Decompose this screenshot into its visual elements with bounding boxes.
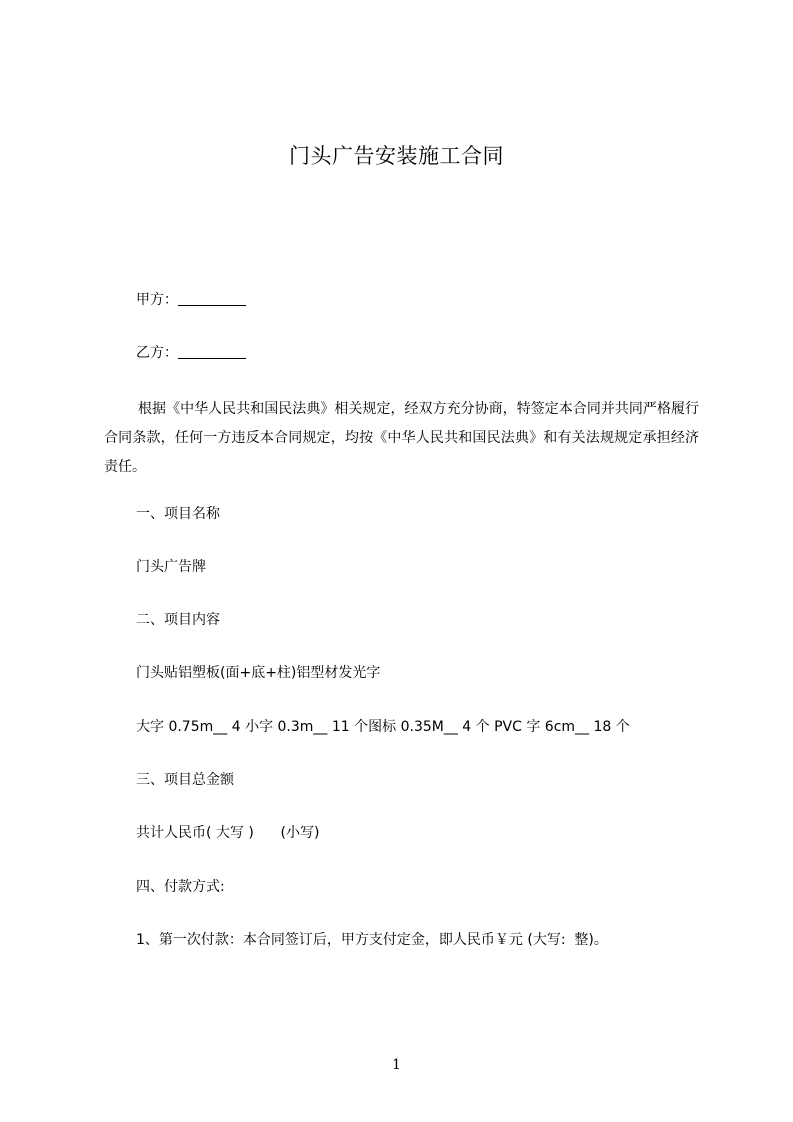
section1-heading: 一、项目名称: [136, 506, 220, 522]
payment-item-1: 1、第一次付款：本合同签订后，甲方支付定金，即人民币￥元 (大写: 整)。: [136, 932, 608, 948]
party-a-blank: [178, 291, 246, 306]
intro-paragraph-text: 根据《中华人民共和国民法典》相关规定，经双方充分协商，特签定本合同并共同严格履行合同条款，任何一方违反本合同规定，均按《中华人民共和国民法典》和有关法规规定承担经济责任。: [104, 401, 699, 475]
section3-content: 共计人民币( 大写 ) (小写): [136, 825, 320, 841]
section1-content: 门头广告牌: [136, 559, 206, 575]
section2-content-line1: 门头贴铝塑板(面+底+柱)铝型材发光字: [136, 665, 381, 681]
document-title: 门头广告安装施工合同: [289, 144, 504, 168]
party-b-line: [136, 342, 246, 364]
section3-heading: 三、项目总金额: [136, 772, 234, 788]
party-b-blank: [178, 344, 246, 359]
party-a-line: [136, 289, 246, 311]
party-a-label: 甲方：: [136, 292, 178, 308]
party-b-label: 乙方：: [136, 345, 178, 361]
page-number: 1: [392, 1057, 401, 1073]
section2-heading: 二、项目内容: [136, 612, 220, 628]
section2-content-line2: 大字 0.75m__ 4 小字 0.3m__ 11 个图标 0.35M__ 4 个 PVC 字 6cm__ 18 个: [136, 719, 630, 735]
section4-heading: 四、付款方式:: [136, 879, 225, 895]
intro-paragraph: [104, 395, 699, 482]
